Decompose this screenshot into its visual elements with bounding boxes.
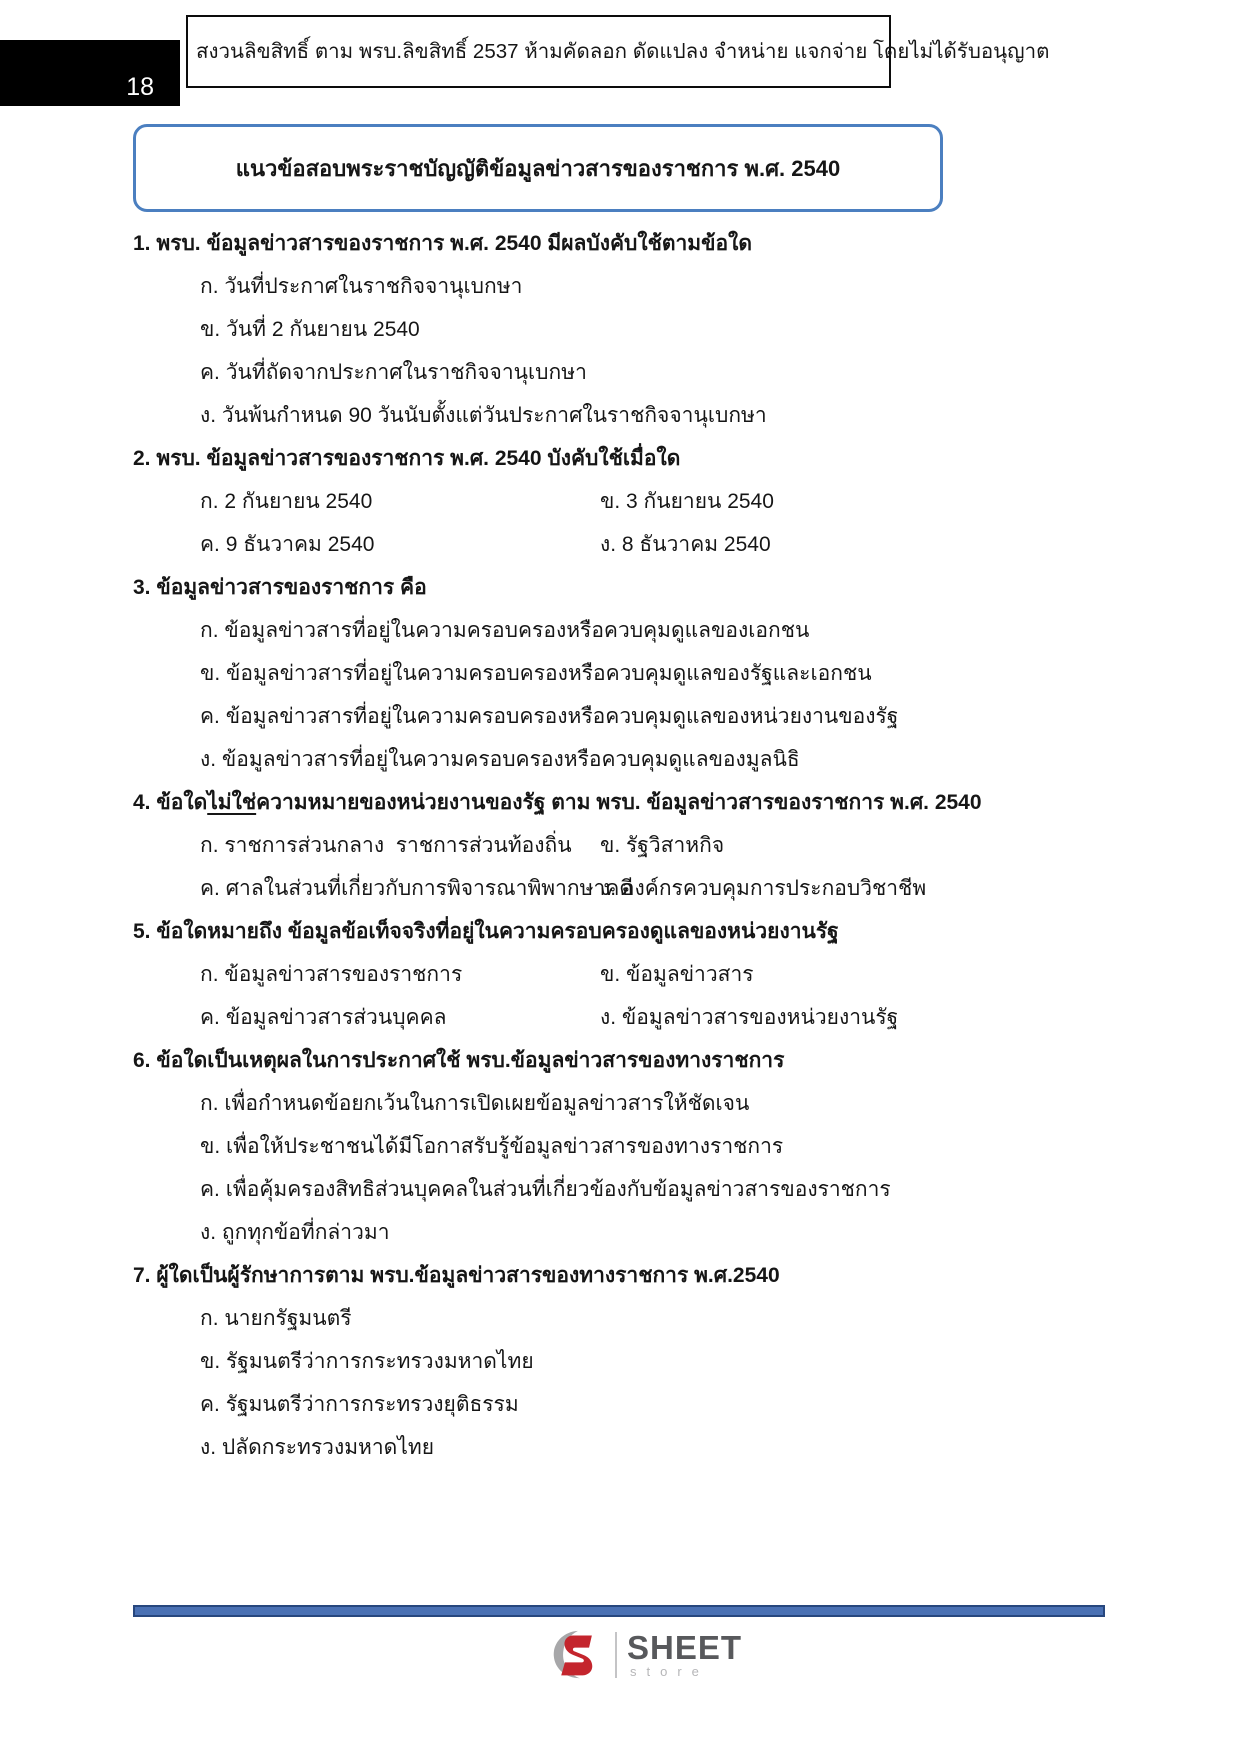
answer-option: ค. เพื่อคุ้มครองสิทธิส่วนบุคคลในส่วนที่เกี่ยวข้องกับข้อมูลข่าวสารของราชการ (200, 1178, 891, 1201)
question-text-part: 2. พรบ. ข้อมูลข่าวสารของราชการ พ.ศ. 2540 บังคับใช้เมื่อใด (133, 447, 681, 470)
answer-option: ข. ข้อมูลข่าวสาร (600, 963, 754, 986)
question-list (133, 222, 1143, 1469)
answer-option: ก. วันที่ประกาศในราชกิจจานุเบกษา (200, 275, 523, 298)
answer-option: ก. ข้อมูลข่าวสารที่อยู่ในความครอบครองหรือควบคุมดูแลของเอกชน (200, 619, 810, 642)
question-text (133, 1039, 1143, 1082)
question-text (133, 222, 1143, 265)
footer-divider-bar (133, 1605, 1105, 1617)
answer-option: ง. ข้อมูลข่าวสารของหน่วยงานรัฐ (600, 1006, 899, 1029)
exam-title: แนวข้อสอบพระราชบัญญัติข้อมูลข่าวสารของราชการ พ.ศ. 2540 (235, 155, 841, 181)
question-text-part: 7. ผู้ใดเป็นผู้รักษาการตาม พรบ.ข้อมูลข่าวสารของทางราชการ พ.ศ.2540 (133, 1264, 780, 1287)
question-text-part: 4. ข้อใด (133, 791, 208, 814)
answer-option: ค. ข้อมูลข่าวสารส่วนบุคคล (200, 1006, 447, 1029)
answer-option: ง. วันพ้นกำหนด 90 วันนับตั้งแต่วันประกาศในราชกิจจานุเบกษา (200, 404, 767, 427)
answer-option: ง. ถูกทุกข้อที่กล่าวมา (200, 1221, 390, 1244)
answer-option: ก. 2 กันยายน 2540 (200, 490, 373, 513)
answer-option: ง. องค์กรควบคุมการประกอบวิชาชีพ (600, 877, 927, 900)
option-row (133, 953, 1143, 996)
option-row (133, 867, 1143, 910)
question-text-part: 3. ข้อมูลข่าวสารของราชการ คือ (133, 576, 427, 599)
answer-option: ค. 9 ธันวาคม 2540 (200, 533, 375, 556)
copyright-notice: สงวนลิขสิทธิ์ ตาม พรบ.ลิขสิทธิ์ 2537 ห้ามคัดลอก ดัดแปลง จำหน่าย แจกจ่าย โดยไม่ได้รับอนุญาต (196, 40, 1050, 63)
question-block (133, 1254, 1143, 1469)
answer-option: ข. 3 กันยายน 2540 (600, 490, 774, 513)
question-text-part: 5. ข้อใดหมายถึง ข้อมูลข้อเท็จจริงที่อยู่ในความครอบครองดูแลของหน่วยงานรัฐ (133, 920, 839, 943)
logo-sub-text: store (630, 1663, 709, 1679)
question-block (133, 566, 1143, 781)
sheet-store-logo (549, 1630, 742, 1680)
question-text (133, 437, 1143, 480)
question-block (133, 1039, 1143, 1254)
logo-brand-text: SHEET (627, 1628, 743, 1666)
answer-option: ค. ศาลในส่วนที่เกี่ยวกับการพิจารณาพิพากษาคดี (200, 877, 633, 900)
answer-option: ค. วันที่ถัดจากประกาศในราชกิจจานุเบกษา (200, 361, 587, 384)
sheet-s-mark-icon (549, 1629, 605, 1681)
answer-option: ข. วันที่ 2 กันยายน 2540 (200, 318, 420, 341)
answer-option: ค. ข้อมูลข่าวสารที่อยู่ในความครอบครองหรือควบคุมดูแลของหน่วยงานของรัฐ (200, 705, 899, 728)
question-text (133, 781, 1143, 824)
copyright-notice-box (186, 15, 1050, 88)
logo-divider (615, 1632, 617, 1678)
question-text (133, 1254, 1143, 1297)
exam-title-box (133, 124, 943, 212)
question-block (133, 781, 1143, 910)
answer-option: ง. ข้อมูลข่าวสารที่อยู่ในความครอบครองหรือควบคุมดูแลของมูลนิธิ (200, 748, 800, 771)
answer-option: ข. รัฐวิสาหกิจ (600, 834, 725, 857)
answer-option: ก. นายกรัฐมนตรี (200, 1307, 352, 1330)
question-text-underlined: ไม่ใช่ (207, 791, 257, 814)
question-block (133, 910, 1143, 1039)
answer-option: ข. ข้อมูลข่าวสารที่อยู่ในความครอบครองหรือควบคุมดูแลของรัฐและเอกชน (200, 662, 872, 685)
answer-option: ค. รัฐมนตรีว่าการกระทรวงยุติธรรม (200, 1393, 519, 1416)
page-number-box (0, 40, 180, 106)
page-number: 18 (126, 73, 154, 101)
answer-option: ก. ราชการส่วนกลาง ราชการส่วนท้องถิ่น (200, 834, 572, 857)
logo-text-column (627, 1628, 743, 1679)
question-text (133, 566, 1143, 609)
answer-option: ข. เพื่อให้ประชาชนได้มีโอกาสรับรู้ข้อมูลข่าวสารของทางราชการ (200, 1135, 784, 1158)
answer-option: ก. ข้อมูลข่าวสารของราชการ (200, 963, 463, 986)
question-text-part: 6. ข้อใดเป็นเหตุผลในการประกาศใช้ พรบ.ข้อมูลข่าวสารของทางราชการ (133, 1049, 785, 1072)
option-row (133, 480, 1143, 523)
question-block (133, 222, 1143, 437)
question-text-part: ความหมายของหน่วยงานของรัฐ ตาม พรบ. ข้อมูลข่าวสารของราชการ พ.ศ. 2540 (256, 791, 982, 814)
option-row (133, 996, 1143, 1039)
answer-option: ก. เพื่อกำหนดข้อยกเว้นในการเปิดเผยข้อมูลข่าวสารให้ชัดเจน (200, 1092, 750, 1115)
option-row (133, 523, 1143, 566)
answer-option: ข. รัฐมนตรีว่าการกระทรวงมหาดไทย (200, 1350, 534, 1373)
answer-option: ง. ปลัดกระทรวงมหาดไทย (200, 1436, 435, 1459)
option-row (133, 824, 1143, 867)
question-text (133, 910, 1143, 953)
answer-option: ง. 8 ธันวาคม 2540 (600, 533, 771, 556)
question-text-part: 1. พรบ. ข้อมูลข่าวสารของราชการ พ.ศ. 2540 มีผลบังคับใช้ตามข้อใด (133, 232, 752, 255)
question-block (133, 437, 1143, 566)
